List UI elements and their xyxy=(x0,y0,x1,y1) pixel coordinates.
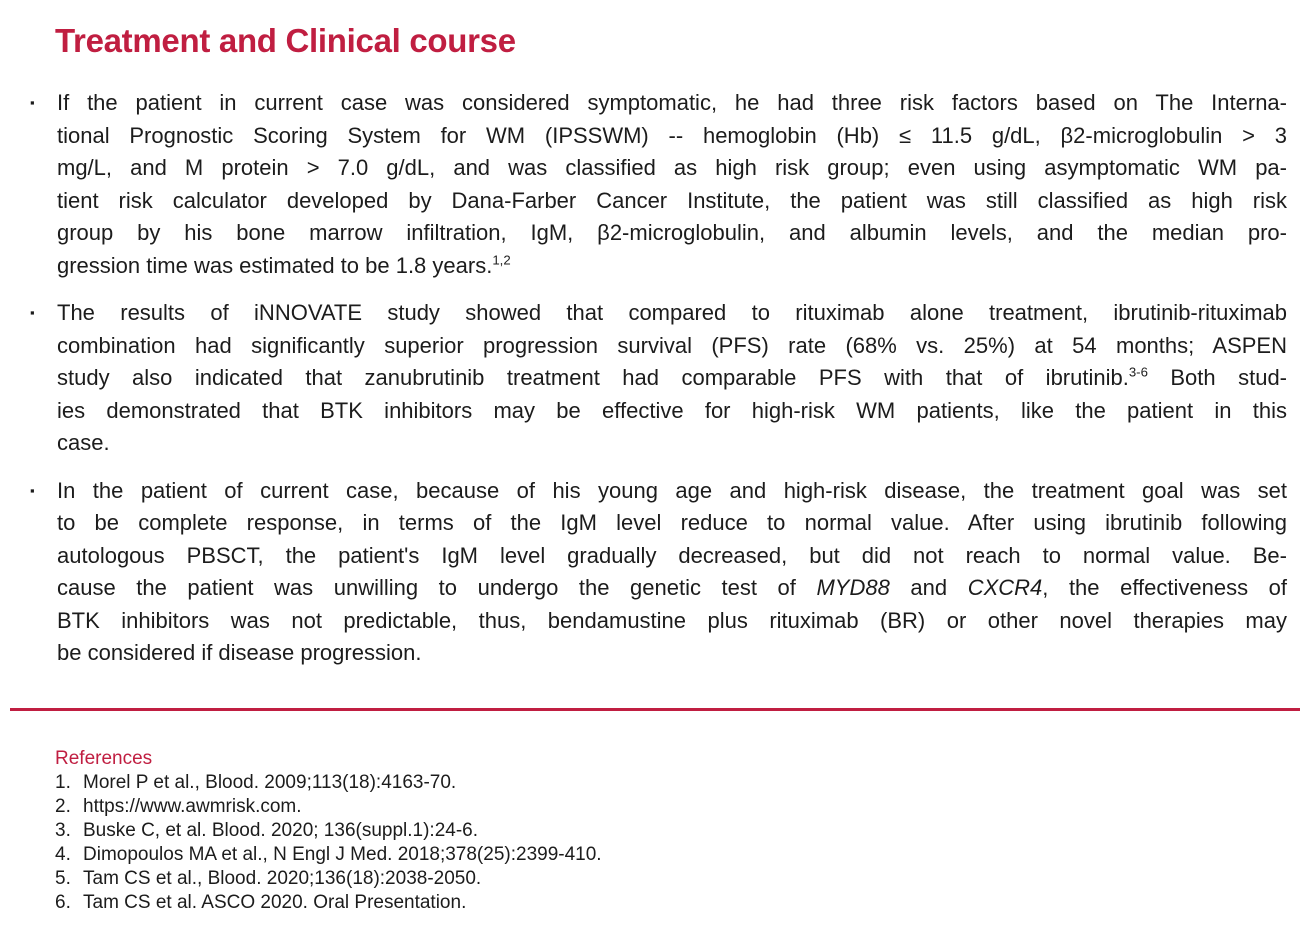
reference-text: https://www.awmrisk.com. xyxy=(83,796,302,817)
text-segment: In the patient of current case, because of his young age and high-risk disease, the treatment goal was set xyxy=(57,477,1287,503)
reference-text: Dimopoulos MA et al., N Engl J Med. 2018;378(25):2399-410. xyxy=(83,844,602,865)
text-segment: ies demonstrated that BTK inhibitors may be effective for high-risk WM patients, like the patient in this xyxy=(57,397,1287,423)
text-segment: mg/L, and M protein > 7.0 g/dL, and was classified as high risk group; even using asymptomatic WM pa- xyxy=(57,155,1287,180)
text-segment: combination had significantly superior progression survival (PFS) rate (68% vs. 25%) at 54 months; ASPEN xyxy=(57,332,1287,358)
reference-item xyxy=(55,819,602,843)
text-line xyxy=(57,540,1287,573)
bullet-square-icon: ▪ xyxy=(30,95,35,110)
text-line xyxy=(57,572,1287,605)
text-segment: tient risk calculator developed by Dana-Farber Cancer Institute, the patient was still classified as high risk xyxy=(57,187,1287,213)
text-segment: and xyxy=(889,575,968,600)
text-line xyxy=(57,362,1287,395)
reference-number: 5. xyxy=(55,868,71,889)
text-segment: case. xyxy=(57,430,110,455)
text-line xyxy=(57,120,1287,153)
reference-superscript: 1,2 xyxy=(492,252,511,268)
reference-text: Buske C, et al. Blood. 2020; 136(suppl.1):24-6. xyxy=(83,820,479,841)
reference-item xyxy=(55,795,602,819)
text-line xyxy=(57,427,1287,460)
text-line xyxy=(57,250,1287,283)
text-segment: to be complete response, in terms of the IgM level reduce to normal value. After using ibrutinib following xyxy=(57,510,1287,535)
text-line xyxy=(57,152,1287,185)
text-line xyxy=(57,217,1287,250)
bullet-text xyxy=(57,87,1287,282)
text-segment: group by his bone marrow infiltration, IgM, β2-microglobulin, and albumin levels, and the median pro- xyxy=(57,220,1287,245)
reference-number: 4. xyxy=(55,844,71,865)
reference-number: 2. xyxy=(55,796,71,817)
text-line xyxy=(57,507,1287,540)
text-line xyxy=(57,330,1287,363)
reference-item xyxy=(55,843,602,867)
reference-text: Tam CS et al. ASCO 2020. Oral Presentation. xyxy=(83,892,467,913)
text-segment: cause the patient was unwilling to undergo the genetic test of xyxy=(57,575,817,600)
text-line xyxy=(57,185,1287,218)
gene-name-italic: MYD88 xyxy=(816,575,890,600)
text-segment: be considered if disease progression. xyxy=(57,640,422,665)
bullet-item xyxy=(30,475,1287,670)
reference-item xyxy=(55,891,602,915)
references-list xyxy=(55,771,602,915)
bullet-list xyxy=(30,87,1287,685)
bullet-square-icon: ▪ xyxy=(30,305,35,320)
text-line xyxy=(57,605,1287,638)
reference-superscript: 3-6 xyxy=(1128,364,1148,380)
text-segment: BTK inhibitors was not predictable, thus, bendamustine plus rituximab (BR) or other novel therapies may xyxy=(57,607,1287,633)
text-line xyxy=(57,87,1287,120)
reference-text: Tam CS et al., Blood. 2020;136(18):2038-2050. xyxy=(83,868,482,889)
bullet-item xyxy=(30,297,1287,460)
text-segment: tional Prognostic Scoring System for WM (IPSSWM) -- hemoglobin (Hb) ≤ 11.5 g/dL, β2-microglobulin > 3 xyxy=(57,122,1287,148)
text-segment: Both stud- xyxy=(1147,365,1288,390)
reference-text: Morel P et al., Blood. 2009;113(18):4163-70. xyxy=(83,772,457,793)
reference-number: 1. xyxy=(55,772,71,793)
bullet-text xyxy=(57,297,1287,460)
text-line xyxy=(57,475,1287,508)
text-line xyxy=(57,297,1287,330)
page-title: Treatment and Clinical course xyxy=(55,22,516,59)
text-segment: autologous PBSCT, the patient's IgM level gradually decreased, but did not reach to normal value. Be- xyxy=(57,542,1287,568)
gene-name-italic: CXCR4 xyxy=(967,575,1043,600)
references-section xyxy=(55,747,602,915)
text-segment: gression time was estimated to be 1.8 years. xyxy=(57,252,493,278)
divider-rule xyxy=(10,708,1300,711)
bullet-text xyxy=(57,475,1287,670)
bullet-square-icon: ▪ xyxy=(30,482,35,498)
text-segment: The results of iNNOVATE study showed that compared to rituximab alone treatment, ibrutinib-rituximab xyxy=(57,300,1287,325)
reference-number: 6. xyxy=(55,892,71,913)
bullet-item xyxy=(30,87,1287,282)
reference-item xyxy=(55,771,602,795)
text-segment: If the patient in current case was considered symptomatic, he had three risk factors based on The Interna- xyxy=(57,90,1287,115)
text-segment: , the effectiveness of xyxy=(1042,575,1288,600)
reference-item xyxy=(55,867,602,891)
text-line xyxy=(57,637,1287,670)
text-line xyxy=(57,395,1287,428)
text-segment: study also indicated that zanubrutinib treatment had comparable PFS with that of ibrutinib. xyxy=(57,365,1129,390)
reference-number: 3. xyxy=(55,820,71,841)
references-heading: References xyxy=(55,748,153,769)
